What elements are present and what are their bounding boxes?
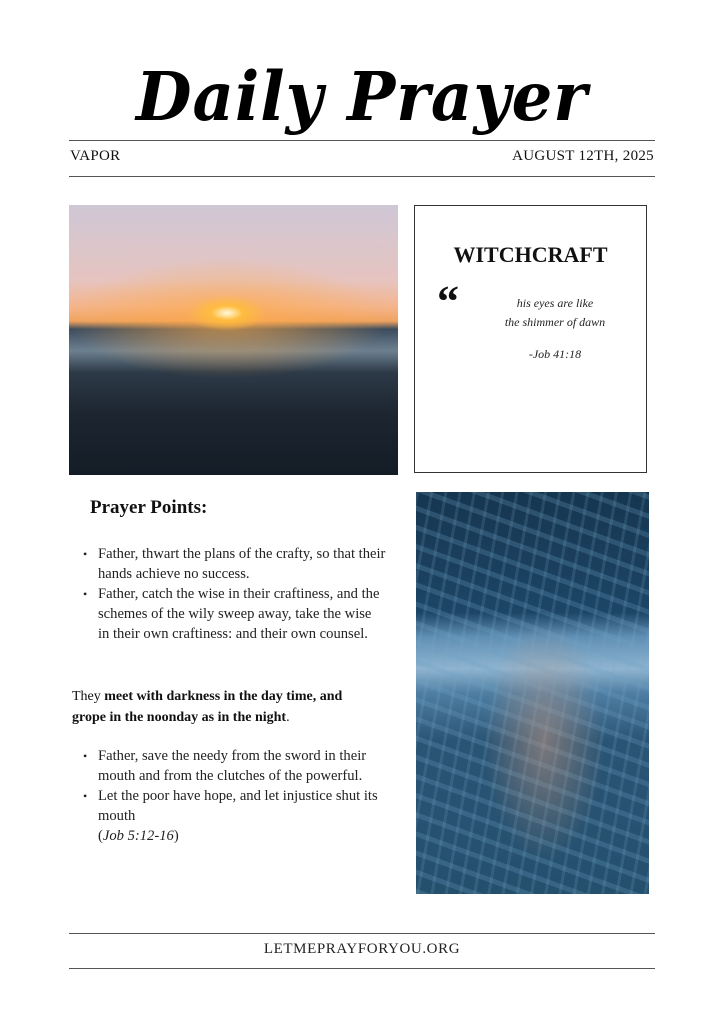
category-label: VAPOR bbox=[70, 148, 121, 164]
quote-line-2: the shimmer of dawn bbox=[504, 315, 606, 329]
prayer-points-list-2 bbox=[76, 746, 386, 846]
list-item: • Father, thwart the plans of the crafty, so that their hands achieve no success. bbox=[76, 544, 386, 584]
list-item: • Father, catch the wise in their craftiness, and the schemes of the wily sweep away, take the wise in their own craftiness: and their own counsel. bbox=[76, 584, 386, 644]
paren-close: ) bbox=[173, 828, 179, 844]
page-title: Daily Prayer bbox=[136, 58, 588, 137]
paren-open: ( bbox=[98, 828, 103, 844]
quote-line-1: his eyes are like bbox=[516, 296, 594, 310]
scripture-statement bbox=[72, 686, 372, 728]
list-item-text: Let the poor have hope, and let injustice shut its mouth bbox=[98, 788, 378, 824]
scripture-reference bbox=[98, 828, 179, 844]
footer-website: LETMEPRAYFORYOU.ORG bbox=[263, 941, 461, 957]
list-item: • Father, save the needy from the sword in their mouth and from the clutches of the powerful. bbox=[76, 746, 386, 786]
quote-box-title: WITCHCRAFT bbox=[453, 242, 608, 267]
sunset-ocean-image bbox=[69, 205, 398, 475]
quote-mark-icon: “ bbox=[437, 277, 459, 326]
statement-prefix: They bbox=[72, 689, 105, 704]
prayer-points-heading: Prayer Points: bbox=[90, 497, 208, 518]
ocean-waves-aerial-image bbox=[416, 492, 649, 894]
header-bottom-rule bbox=[69, 176, 655, 177]
quote-text bbox=[485, 294, 625, 332]
list-item bbox=[76, 786, 386, 846]
footer-top-rule bbox=[69, 933, 655, 934]
statement-bold: meet with darkness in the day time, and grope in the noonday as in the night bbox=[72, 689, 343, 725]
footer-bottom-rule bbox=[69, 968, 655, 969]
reference-text: Job 5:12-16 bbox=[102, 828, 174, 844]
header-top-rule bbox=[69, 140, 655, 141]
date-label: AUGUST 12TH, 2025 bbox=[512, 148, 654, 164]
quote-reference: -Job 41:18 bbox=[528, 347, 582, 361]
prayer-points-list-1 bbox=[76, 544, 386, 644]
quote-box bbox=[414, 205, 647, 473]
statement-suffix: . bbox=[286, 710, 290, 725]
